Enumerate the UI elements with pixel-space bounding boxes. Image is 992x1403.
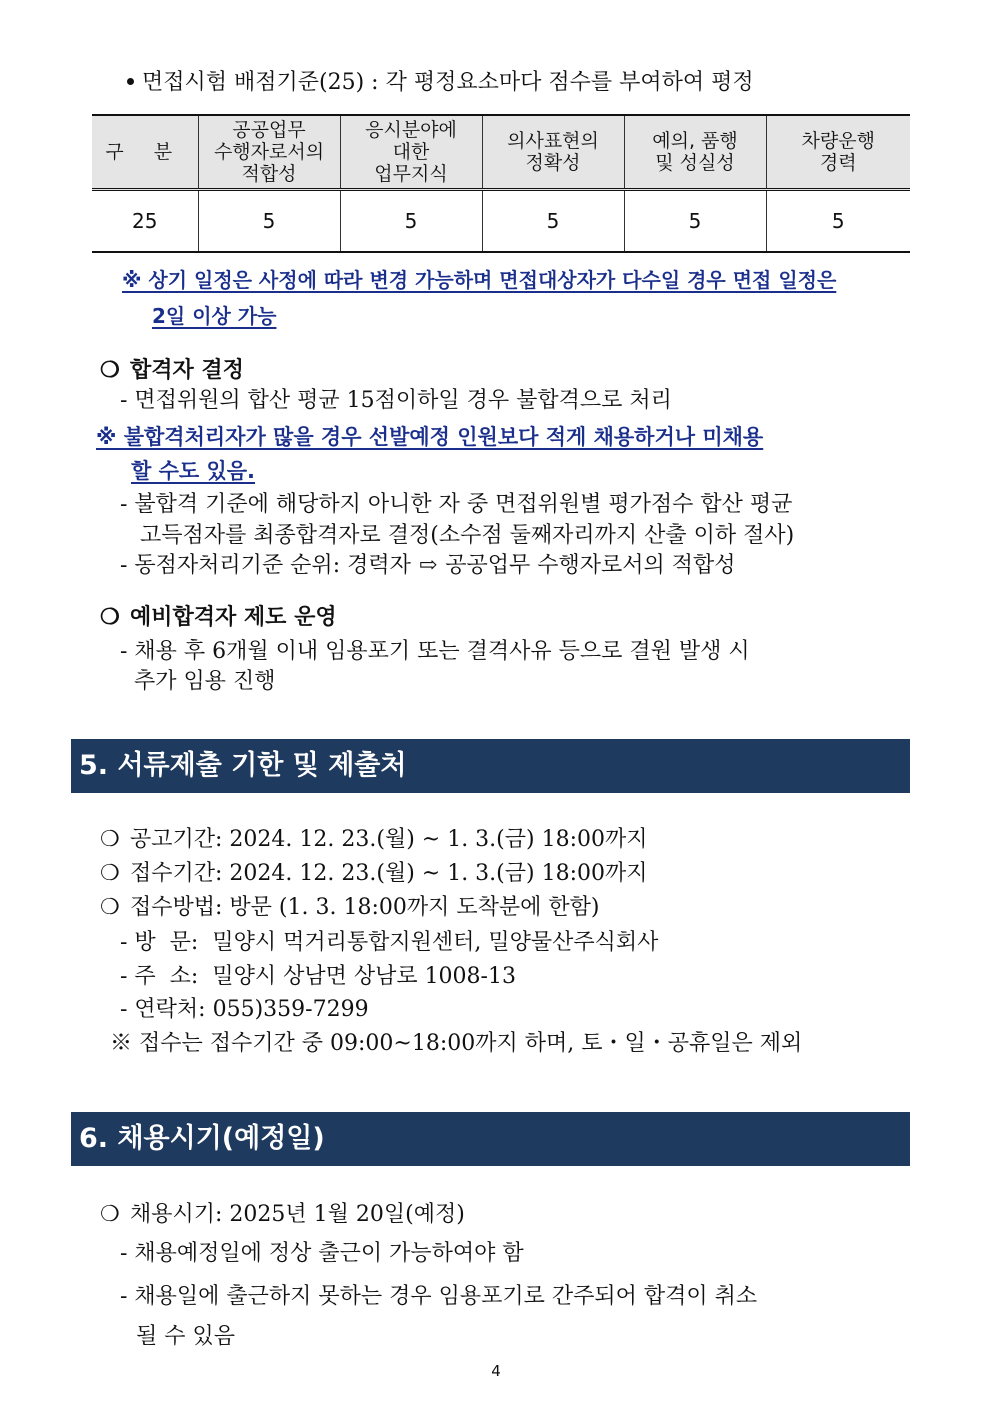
circle-bullet-icon: ❍: [100, 1202, 120, 1227]
hire-item-2-line1: - 채용일에 출근하지 못하는 경우 임용포기로 간주되어 합격이 취소: [120, 1284, 758, 1309]
table-cell: 5: [624, 190, 766, 253]
table-header-cell: 예의, 품행 및 성실성: [624, 115, 766, 190]
table-cell: 5: [766, 190, 910, 253]
address: - 주 소: 밀양시 상남면 상남로 1008-13: [120, 964, 516, 989]
table-header-row: [92, 115, 910, 190]
receipt-note: ※ 접수는 접수기간 중 09:00~18:00까지 하며, 토・일・공휴일은 제외: [110, 1031, 803, 1056]
receipt-period-text: 접수기간: 2024. 12. 23.(월) ~ 1. 3.(금) 18:00까지: [130, 861, 648, 886]
reserve-title: [100, 602, 337, 632]
table-header-cell: 의사표현의 정확성: [482, 115, 624, 190]
hire-date: [100, 1200, 465, 1230]
circle-bullet-icon: ❍: [100, 861, 120, 886]
table-cell: 5: [482, 190, 624, 253]
table-cell: 5: [340, 190, 482, 253]
fail-note-line2: 할 수도 있음.: [131, 459, 256, 483]
table-cell: 5: [198, 190, 340, 253]
fail-note-line1: ※ 불합격처리자가 많을 경우 선발예정 인원보다 적게 채용하거나 미채용: [96, 425, 764, 449]
reserve-item-line1: - 채용 후 6개월 이내 임용포기 또는 결격사유 등으로 결원 발생 시: [120, 639, 750, 664]
circle-bullet-icon: ❍: [100, 357, 120, 383]
reserve-title-text: 예비합격자 제도 운영: [130, 604, 337, 630]
pass-decision-title-text: 합격자 결정: [130, 357, 244, 383]
page-number: 4: [491, 1362, 501, 1380]
pass-item-3: [120, 551, 736, 581]
table-header-cell: 차량운행 경력: [766, 115, 910, 190]
circle-bullet-icon: ❍: [100, 827, 120, 852]
table-header-cell: 공공업무 수행자로서의 적합성: [198, 115, 340, 190]
tie-rule-text: - 동점자처리기준 순위: 경력자: [120, 553, 411, 578]
hire-item-1: - 채용예정일에 정상 출근이 가능하여야 함: [120, 1241, 524, 1266]
receipt-method-text: 접수방법: 방문 (1. 3. 18:00까지 도착분에 한함): [130, 895, 600, 920]
circle-bullet-icon: ❍: [100, 604, 120, 630]
scoring-heading-text: 면접시험 배점기준(25) : 각 평정요소마다 점수를 부여하여 평정: [142, 70, 754, 95]
section-5-header: 5. 서류제출 기한 및 제출처: [71, 739, 910, 793]
pass-decision-title: [100, 355, 244, 385]
hire-item-2-line2: 될 수 있음: [136, 1324, 235, 1349]
notice-period-text: 공고기간: 2024. 12. 23.(월) ~ 1. 3.(금) 18:00까지: [130, 827, 648, 852]
pass-item-2-line2: 고득점자를 최종합격자로 결정(소수점 둘째자리까지 산출 이하 절사): [140, 523, 795, 548]
scoring-table: [92, 114, 910, 253]
schedule-note-line2: 2일 이상 가능: [152, 304, 277, 328]
arrow-right-icon: ⇨: [418, 553, 438, 578]
table-header-cell: 응시분야에 대한 업무지식: [340, 115, 482, 190]
table-header-cell: 구 분: [92, 115, 198, 190]
visit-location: - 방 문: 밀양시 먹거리통합지원센터, 밀양물산주식회사: [120, 930, 659, 955]
tie-rule-criterion: 공공업무 수행자로서의 적합성: [445, 553, 736, 578]
hire-date-text: 채용시기: 2025년 1월 20일(예정): [130, 1202, 465, 1227]
reserve-item-line2: 추가 임용 진행: [134, 669, 276, 694]
receipt-method: [100, 893, 599, 923]
pass-item-1: - 면접위원의 합산 평균 15점이하일 경우 불합격으로 처리: [120, 388, 672, 413]
table-row: [92, 190, 910, 253]
section-6-header: 6. 채용시기(예정일): [71, 1112, 910, 1166]
bullet-dot-icon: [127, 78, 134, 85]
pass-item-2-line1: - 불합격 기준에 해당하지 아니한 자 중 면접위원별 평가점수 합산 평균: [120, 492, 793, 517]
schedule-note-line1: ※ 상기 일정은 사정에 따라 변경 가능하며 면접대상자가 다수일 경우 면접 일정은: [122, 268, 837, 292]
contact: - 연락처: 055)359-7299: [120, 997, 369, 1022]
scoring-heading: [127, 68, 754, 98]
circle-bullet-icon: ❍: [100, 895, 120, 920]
table-cell: 25: [92, 190, 198, 253]
notice-period: [100, 825, 647, 855]
receipt-period: [100, 859, 647, 889]
